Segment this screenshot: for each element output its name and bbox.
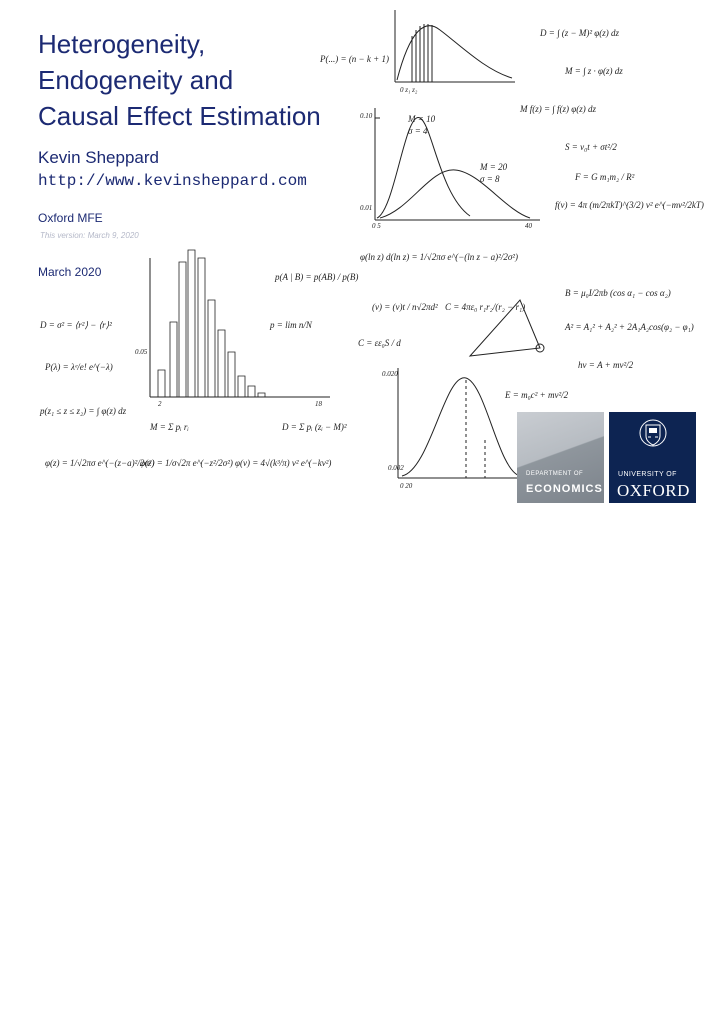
author-name: Kevin Sheppard bbox=[38, 148, 159, 167]
svg-text:φ(z) = 1/√2πσ e^(−(z−a)²/2σ²): φ(z) = 1/√2πσ e^(−(z−a)²/2σ²) bbox=[45, 458, 155, 468]
svg-text:p = lim n/N: p = lim n/N bbox=[270, 320, 312, 330]
svg-text:0.05: 0.05 bbox=[135, 348, 148, 356]
title-line-2: Endogeneity and bbox=[38, 65, 234, 95]
svg-text:F = G m₁m₂ / R²: F = G m₁m₂ / R² bbox=[575, 172, 635, 182]
presentation-date: March 2020 bbox=[38, 265, 102, 279]
svg-text:E = m₀c² + mv²/2: E = m₀c² + mv²/2 bbox=[505, 390, 569, 400]
svg-text:18: 18 bbox=[315, 400, 322, 408]
svg-text:φ(v) = 4√(k³/π) v² e^(−kv²): φ(v) = 4√(k³/π) v² e^(−kv²) bbox=[235, 458, 332, 468]
svg-text:D = σ² = ⟨r²⟩ − ⟨r⟩²: D = σ² = ⟨r²⟩ − ⟨r⟩² bbox=[40, 320, 112, 330]
svg-text:D = Σ pᵢ (zᵢ − M)²: D = Σ pᵢ (zᵢ − M)² bbox=[282, 422, 347, 432]
svg-text:M = 10: M = 10 bbox=[408, 114, 436, 124]
version-date: This version: March 9, 2020 bbox=[40, 231, 139, 240]
institution: Oxford MFE bbox=[38, 211, 103, 225]
econ-logo-name: ECONOMICS bbox=[526, 483, 603, 495]
svg-text:0.002: 0.002 bbox=[388, 464, 404, 472]
svg-text:M = 20: M = 20 bbox=[480, 162, 508, 172]
svg-text:f(v) = 4π (m/2πkT)^(3/2) v² e^: f(v) = 4π (m/2πkT)^(3/2) v² e^(−mv²/2kT) bbox=[555, 200, 704, 210]
author-website-link[interactable]: http://www.kevinsheppard.com bbox=[38, 172, 307, 190]
svg-text:φ(ln z) d(ln z) = 1/√2πσ e^(−(: φ(ln z) d(ln z) = 1/√2πσ e^(−(ln z − a)²/2σ²) bbox=[360, 252, 518, 262]
svg-text:S = v₀t + σt²/2: S = v₀t + σt²/2 bbox=[565, 142, 617, 152]
svg-text:σ = 8: σ = 8 bbox=[480, 174, 500, 184]
svg-text:0.01: 0.01 bbox=[360, 204, 373, 212]
title-line-1: Heterogeneity, bbox=[38, 29, 206, 59]
svg-text:hν = A + mv²/2: hν = A + mv²/2 bbox=[578, 360, 634, 370]
svg-text:2: 2 bbox=[158, 400, 162, 408]
svg-text:0 z₁ z₂: 0 z₁ z₂ bbox=[400, 86, 418, 94]
svg-text:p(z₁ ≤ z ≤ z₂) = ∫ φ(z) dz: p(z₁ ≤ z ≤ z₂) = ∫ φ(z) dz bbox=[40, 406, 127, 416]
svg-text:0 5: 0 5 bbox=[372, 222, 381, 230]
svg-text:M f(z) = ∫ f(z) φ(z) dz: M f(z) = ∫ f(z) φ(z) dz bbox=[520, 104, 597, 114]
svg-text:D = ∫ (z − M)² φ(z) dz: D = ∫ (z − M)² φ(z) dz bbox=[540, 28, 620, 38]
document-title bbox=[38, 26, 358, 134]
svg-text:(v) = (v)t / n√2πd²: (v) = (v)t / n√2πd² bbox=[372, 302, 438, 312]
svg-text:σ = 4: σ = 4 bbox=[408, 126, 428, 136]
svg-text:M = Σ pᵢ rᵢ: M = Σ pᵢ rᵢ bbox=[150, 422, 189, 432]
svg-text:C = εε₀S / d: C = εε₀S / d bbox=[358, 338, 401, 348]
svg-text:P(...) = (n − k + 1): P(...) = (n − k + 1) bbox=[320, 54, 389, 64]
oxford-logo-caption: UNIVERSITY OF bbox=[618, 471, 677, 478]
svg-text:P(λ) = λᵉ/e! e^(−λ): P(λ) = λᵉ/e! e^(−λ) bbox=[45, 362, 113, 372]
econ-logo-caption: DEPARTMENT OF bbox=[526, 471, 584, 477]
department-of-economics-logo bbox=[517, 412, 604, 503]
svg-text:0.020: 0.020 bbox=[382, 370, 398, 378]
svg-text:A² = A₁² + A₂² + 2A₁A₂cos(φ₂ −: A² = A₁² + A₂² + 2A₁A₂cos(φ₂ − φ₁) bbox=[565, 322, 694, 332]
svg-text:B = μ₀I/2πb (cos α₁ − cos α₂): B = μ₀I/2πb (cos α₁ − cos α₂) bbox=[565, 288, 671, 298]
university-of-oxford-logo bbox=[609, 412, 696, 503]
svg-text:φ(z) = 1/σ√2π e^(−z²/2σ²): φ(z) = 1/σ√2π e^(−z²/2σ²) bbox=[140, 458, 233, 468]
oxford-logo-name: OXFORD bbox=[617, 481, 690, 500]
svg-text:M = ∫ z · φ(z) dz: M = ∫ z · φ(z) dz bbox=[565, 66, 623, 76]
svg-text:0 20: 0 20 bbox=[400, 482, 413, 490]
title-line-3: Causal Effect Estimation bbox=[38, 101, 321, 131]
svg-text:C = 4πε₀ r₁r₂/(r₂ − r₁): C = 4πε₀ r₁r₂/(r₂ − r₁) bbox=[445, 302, 526, 312]
oxford-crest-icon bbox=[638, 418, 668, 456]
svg-text:40: 40 bbox=[525, 222, 532, 230]
svg-text:0.10: 0.10 bbox=[360, 112, 373, 120]
svg-text:p(A | B) = p(AB) / p(B): p(A | B) = p(AB) / p(B) bbox=[275, 272, 359, 282]
